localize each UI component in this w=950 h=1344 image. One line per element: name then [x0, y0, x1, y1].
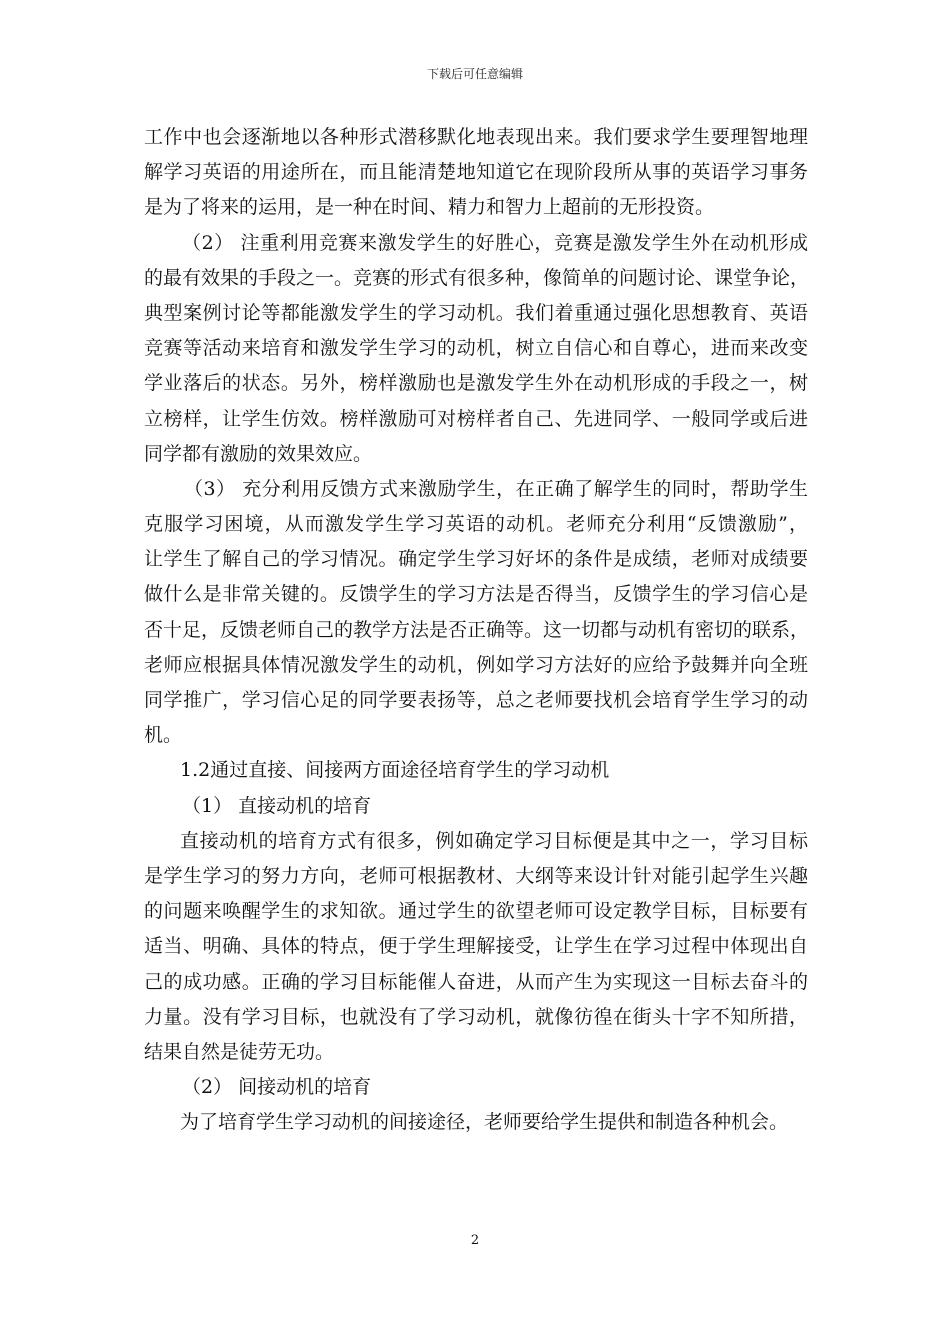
paragraph-line: 的问题来唤醒学生的求知欲。通过学生的欲望老师可设定教学目标，目标要有 — [144, 900, 808, 923]
paragraph-line: 竞赛等活动来培育和激发学生学习的动机，树立自信心和自尊心，进而来改变 — [144, 337, 808, 360]
paragraph-line: 机。 — [144, 724, 183, 747]
paragraph-line: 典型案例讨论等都能激发学生的学习动机。我们着重通过强化思想教育、英语 — [144, 301, 808, 324]
paragraph-line: 立榜样，让学生仿效。榜样激励可对榜样者自己、先进同学、一般同学或后进 — [144, 407, 808, 430]
paragraph-line: 的最有效果的手段之一。竞赛的形式有很多种，像简单的问题讨论、课堂争论， — [144, 266, 810, 289]
section-heading: 1.2通过直接、间接两方面途径培育学生的学习动机 — [180, 759, 610, 782]
subsection-heading: （1） 直接动机的培育 — [182, 794, 372, 817]
paragraph-line: 让学生了解自己的学习情况。确定学生学习好坏的条件是成绩，老师对成绩要 — [144, 548, 808, 571]
paragraph-line: 直接动机的培育方式有很多，例如确定学习目标便是其中之一，学习目标 — [180, 829, 808, 852]
paragraph-line: 做什么是非常关键的。反馈学生的学习方法是否得当，反馈学生的学习信心是 — [144, 583, 808, 606]
page-header-note: 下载后可任意编辑 — [426, 67, 523, 81]
paragraph-line: 适当、明确、具体的特点，便于学生理解接受，让学生在学习过程中体现出自 — [144, 935, 808, 958]
paragraph-line: 否十足，反馈老师自己的教学方法是否正确等。这一切都与动机有密切的联系， — [144, 618, 810, 641]
page-number: 2 — [470, 1233, 480, 1248]
paragraph-line: 解学习英语的用途所在，而且能清楚地知道它在现阶段所从事的英语学习事务 — [144, 161, 808, 184]
document-body — [144, 120, 808, 1140]
paragraph-line: 为了培育学生学习动机的间接途径，老师要给学生提供和制造各种机会。 — [180, 1111, 789, 1134]
subsection-heading: （2） 间接动机的培育 — [182, 1076, 372, 1099]
paragraph-line: 克服学习困境，从而激发学生学习英语的动机。老师充分利用“反馈激励”， — [144, 513, 808, 536]
paragraph-line: 老师应根据具体情况激发学生的动机，例如学习方法好的应给予鼓舞并向全班 — [144, 653, 808, 676]
paragraph-line: 工作中也会逐渐地以各种形式潜移默化地表现出来。我们要求学生要理智地理 — [144, 126, 808, 148]
paragraph-line: 同学推广，学习信心足的同学要表扬等，总之老师要找机会培育学生学习的动 — [144, 689, 808, 711]
paragraph-line: 同学都有激励的效果效应。 — [144, 442, 373, 465]
paragraph-line: 结果自然是徒劳无功。 — [144, 1040, 335, 1063]
paragraph-line: （2） 注重利用竞赛来激发学生的好胜心，竞赛是激发学生外在动机形成 — [182, 231, 808, 254]
paragraph-line: 学业落后的状态。另外，榜样激励也是激发学生外在动机形成的手段之一，树 — [144, 372, 808, 395]
paragraph-line: 己的成功感。正确的学习目标能催人奋进，从而产生为实现这一目标去奋斗的 — [144, 970, 808, 993]
paragraph-line: 是学生学习的努力方向，老师可根据教材、大纲等来设计针对能引起学生兴趣 — [144, 864, 808, 887]
paragraph-line: 是为了将来的运用，是一种在时间、精力和智力上超前的无形投资。 — [144, 196, 715, 219]
paragraph-line: （3） 充分利用反馈方式来激励学生，在正确了解学生的同时，帮助学生 — [184, 477, 808, 500]
paragraph-line: 力量。没有学习目标，也就没有了学习动机，就像彷徨在街头十字不知所措， — [144, 1005, 808, 1028]
